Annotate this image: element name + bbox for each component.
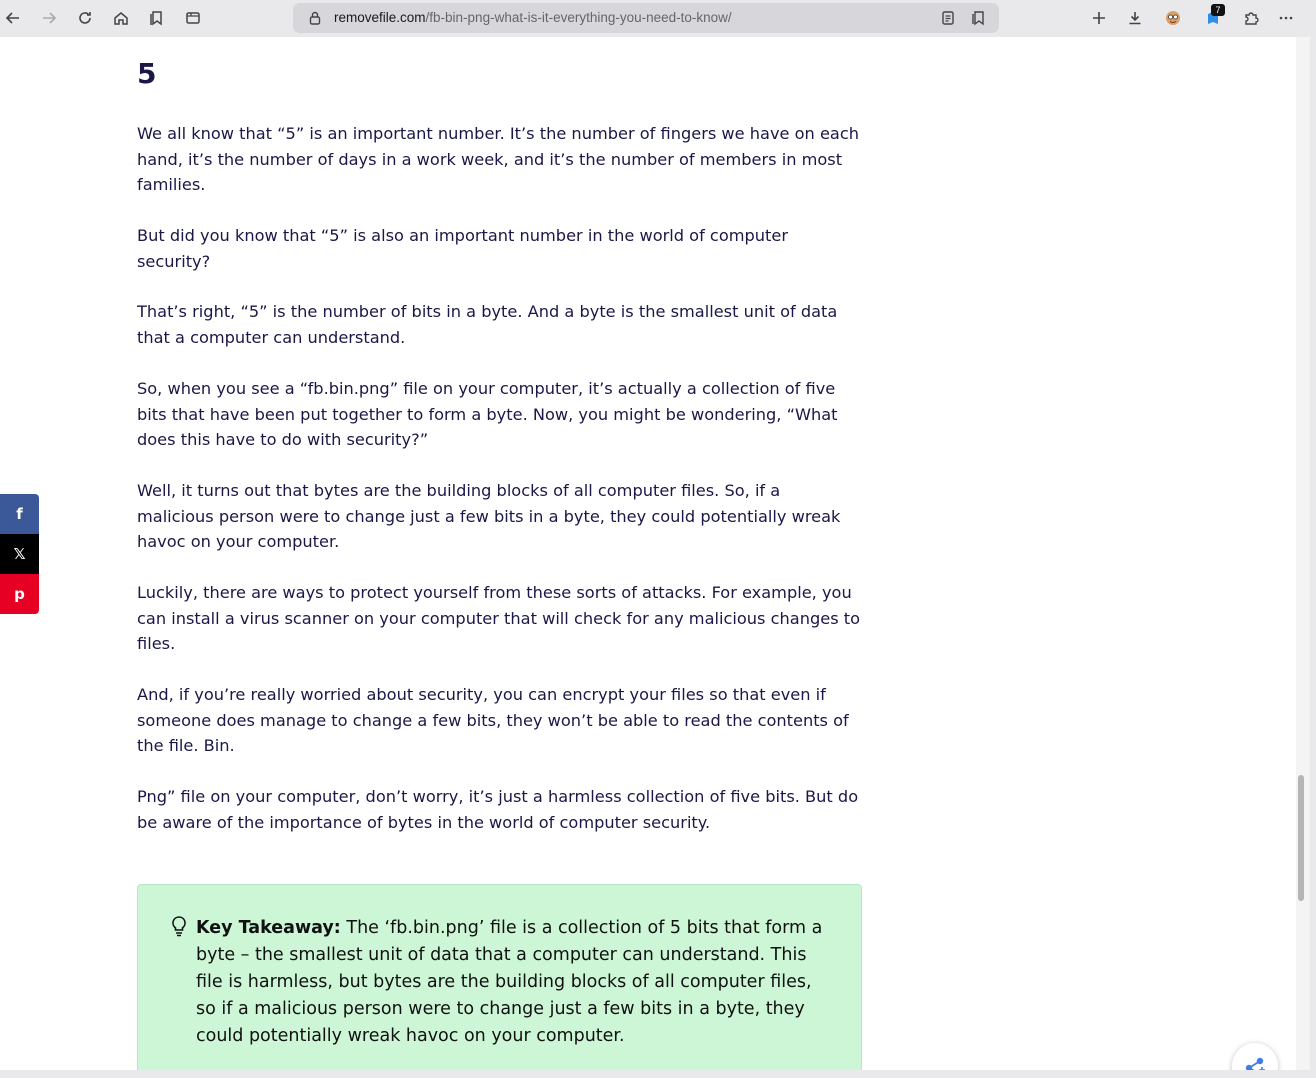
paragraph: Well, it turns out that bytes are the building blocks of all computer files. So, if a malicious person were to change just a few bits in a byte, they could potentially wreak havoc on your computer. (137, 481, 841, 551)
paragraph: But did you know that “5” is also an important number in the world of computer security? (137, 226, 788, 271)
url-text[interactable] (334, 10, 732, 25)
x-icon: 𝕏 (13, 545, 26, 563)
address-bar[interactable] (293, 3, 999, 33)
pinterest-icon: p (14, 585, 25, 603)
window-bottom-edge (0, 1070, 1316, 1078)
takeaway-text (196, 915, 836, 1050)
scrollbar-thumb[interactable] (1298, 775, 1304, 901)
paragraph: Png” file on your computer, don’t worry, it’s just a harmless collection of five bits. But do be aware of the importance of bytes in the world of computer security. (137, 787, 859, 832)
page-viewport (0, 37, 1296, 1070)
share-button[interactable] (1232, 1043, 1278, 1070)
paragraph: That’s right, “5” is the number of bits in a byte. And a byte is the smallest unit of data that a computer can understand. (137, 302, 838, 347)
takeaway-label: Key Takeaway: (196, 918, 341, 938)
paragraph: And, if you’re really worried about security, you can encrypt your files so that even if someone does manage to change a few bits, they won’t be able to read the contents of the file. Bin. (137, 685, 849, 755)
paragraph: We all know that “5” is an important number. It’s the number of fingers we have on each hand, it’s the number of days in a work week, and it’s the number of members in most families. (137, 124, 859, 194)
forward-arrow-icon[interactable] (37, 6, 61, 30)
download-icon[interactable] (1123, 6, 1147, 30)
bookmark-add-icon[interactable] (970, 10, 986, 26)
reader-view-icon[interactable] (940, 10, 956, 26)
paragraph: Luckily, there are ways to protect yourself from these sorts of attacks. For example, you can install a virus scanner on your computer that will check for any malicious changes to files. (137, 583, 861, 653)
scrollbar-track[interactable] (1296, 37, 1310, 1070)
facebook-icon: f (16, 505, 23, 523)
pinterest-share-button[interactable] (0, 574, 39, 614)
plus-icon[interactable] (1087, 6, 1111, 30)
browser-toolbar (0, 0, 1316, 36)
x-share-button[interactable] (0, 534, 39, 574)
extension-badge: 7 (1211, 4, 1225, 16)
key-takeaway-box (137, 884, 862, 1070)
takeaway-body: The ‘fb.bin.png’ file is a collection of 5 bits that form a byte – the smallest unit of data that a computer can understand. This file is harmless, but bytes are the building blocks of all computer files, so if a malicious person were to change just a few bits in a byte, they could potentially wreak havoc on your computer. (196, 918, 823, 1046)
social-share-bar (0, 494, 39, 614)
facebook-share-button[interactable] (0, 494, 39, 534)
share-icon (1242, 1053, 1268, 1070)
tab-icon[interactable] (181, 6, 205, 30)
avatar-icon[interactable] (1161, 6, 1185, 30)
bookmarks-icon[interactable] (145, 6, 169, 30)
puzzle-icon[interactable] (1239, 6, 1263, 30)
lock-icon[interactable] (307, 10, 323, 26)
url-domain: removefile.com (334, 10, 426, 25)
home-icon[interactable] (109, 6, 133, 30)
lightbulb-icon (169, 915, 189, 937)
back-arrow-icon[interactable] (1, 6, 25, 30)
url-path: /fb-bin-png-what-is-it-everything-you-need-to-know/ (425, 10, 732, 25)
more-icon[interactable] (1274, 6, 1298, 30)
paragraph: So, when you see a “fb.bin.png” file on your computer, it’s actually a collection of five bits that have been put together to form a byte. Now, you might be wondering, “What does this have to do with security?” (137, 379, 838, 449)
section-heading: 5 (137, 57, 157, 90)
reload-icon[interactable] (73, 6, 97, 30)
